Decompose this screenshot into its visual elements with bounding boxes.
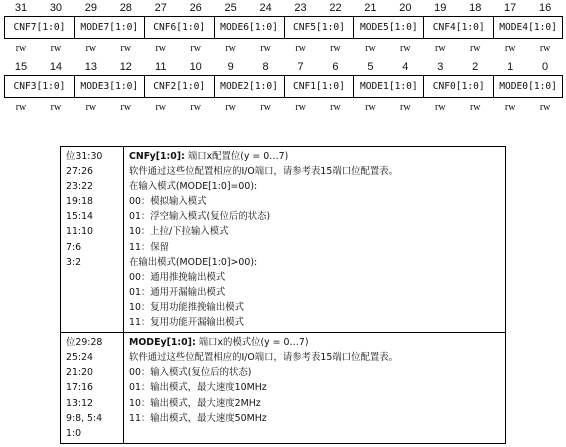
access-type: rw: [15, 43, 27, 54]
access-type: rw: [365, 102, 376, 113]
description-line: 01：浮空输入模式(复位后的状态): [129, 211, 271, 223]
bit-number: 12: [119, 61, 132, 73]
register-field: CNF1[1:0]: [285, 76, 355, 97]
register-field: MODE5[1:0]: [354, 17, 424, 38]
cnf-description: [124, 147, 506, 333]
description-line: 软件通过这些位配置相应的I/O端口，请参考表15端口位配置表。: [129, 352, 398, 364]
register-field: CNF7[1:0]: [5, 17, 75, 38]
bit-range: 25:24: [66, 352, 94, 364]
bit-number: 17: [504, 2, 517, 14]
access-type: rw: [120, 43, 132, 54]
register-field: CNF3[1:0]: [5, 76, 75, 97]
bit-number: 24: [259, 2, 272, 14]
bit-range: 3:2: [66, 256, 82, 268]
register-field: CNF4[1:0]: [424, 17, 494, 38]
access-type: rw: [155, 43, 167, 54]
description-line: 10：输出模式，最大速度2MHz: [129, 397, 261, 409]
bit-number: 13: [84, 61, 97, 73]
access-type: rw: [190, 102, 201, 113]
access-type: rw: [539, 43, 551, 54]
register-field: MODE4[1:0]: [499, 22, 557, 33]
bit-range: 15:14: [66, 211, 94, 223]
bit-description-table: [60, 146, 506, 444]
bit-number: 25: [224, 2, 237, 14]
cnf-bit-positions: [61, 147, 124, 333]
register-field: CNF0[1:0]: [424, 76, 494, 97]
access-type: rw: [85, 102, 97, 113]
access-type: rw: [85, 43, 97, 54]
description-line: 11：输出模式，最大速度50MHz: [129, 412, 267, 424]
register-field: MODE7[1:0]: [75, 17, 145, 38]
description-line: 在输入模式(MODE[1:0]=00):: [129, 181, 258, 193]
access-type: rw: [155, 102, 167, 113]
access-type: rw: [225, 43, 236, 54]
bit-number: 29: [84, 2, 97, 14]
access-type: rw: [469, 43, 481, 54]
lower-access-row: [0, 98, 566, 118]
access-type: rw: [260, 102, 271, 113]
bit-range: 19:18: [66, 196, 94, 208]
bit-range: 17:16: [66, 382, 94, 394]
bit-number: 27: [154, 2, 167, 14]
access-type: rw: [120, 102, 132, 113]
bit-number: 23: [294, 2, 307, 14]
register-field: MODE1[1:0]: [354, 76, 424, 97]
upper-access-row: [0, 39, 566, 59]
bit-number: 11: [155, 61, 167, 73]
description-line: 01：输出模式，最大速度10MHz: [129, 382, 267, 394]
register-bit-map: [0, 0, 566, 118]
register-field: MODE0[1:0]: [499, 81, 557, 92]
bit-number: 19: [434, 2, 447, 14]
bit-number: 10: [189, 61, 202, 73]
bit-number: 5: [367, 61, 374, 73]
cnf-field-name: CNFy[1:0]:: [129, 151, 185, 162]
description-line: 软件通过这些位配置相应的I/O端口，请参考表15端口位配置表。: [129, 166, 398, 178]
bit-number: 16: [538, 2, 552, 14]
description-line: 11：保留: [129, 241, 170, 253]
access-type: rw: [190, 43, 201, 54]
bit-number: 15: [14, 61, 28, 73]
access-type: rw: [365, 43, 376, 54]
access-type: rw: [295, 43, 306, 54]
bit-number: 26: [189, 2, 202, 14]
access-type: rw: [15, 102, 27, 113]
bit-range: 21:20: [66, 367, 94, 379]
description-line: 在输出模式(MODE[1:0]>00):: [129, 256, 258, 268]
mode-description: [124, 333, 506, 444]
bit-number: 9: [227, 61, 234, 73]
access-type: rw: [469, 102, 481, 113]
register-field: CNF2[1:0]: [145, 76, 215, 97]
description-line: 01：通用开漏输出模式: [129, 286, 226, 298]
bit-range: 1:0: [66, 427, 82, 439]
register-field: MODE2[1:0]: [215, 76, 285, 97]
bit-number: 1: [507, 61, 514, 73]
access-type: rw: [50, 43, 62, 54]
bit-number: 22: [329, 2, 342, 14]
cnf-description-row: [61, 147, 506, 333]
bit-range: 位29:28: [66, 337, 103, 349]
access-type: rw: [330, 43, 341, 54]
bit-range: 11:10: [66, 226, 94, 238]
access-type: rw: [504, 43, 516, 54]
mode-bit-positions: [61, 333, 124, 444]
description-line: 00：通用推挽输出模式: [129, 271, 226, 283]
bit-range: 13:12: [66, 397, 94, 409]
description-line: 10：复用功能推挽输出模式: [129, 301, 245, 313]
bit-number: 2: [472, 61, 479, 73]
mode-field-summary: 端口x的模式位(y = 0…7): [195, 337, 309, 349]
mode-field-name: MODEy[1:0]:: [129, 337, 196, 349]
description-line: 00：输入模式(复位后的状态): [129, 367, 252, 379]
bit-number: 31: [14, 2, 28, 14]
lower-bit-numbers: [0, 59, 566, 75]
register-field: CNF6[1:0]: [145, 17, 215, 38]
access-type: rw: [539, 102, 551, 113]
bit-number: 30: [49, 2, 63, 14]
register-field: MODE6[1:0]: [215, 17, 285, 38]
bit-range: 23:22: [66, 181, 94, 193]
bit-number: 4: [402, 61, 409, 73]
access-type: rw: [50, 102, 62, 113]
cnf-field-summary: 端口x配置位(y = 0…7): [184, 151, 289, 162]
bit-number: 28: [119, 2, 132, 14]
bit-number: 21: [364, 2, 377, 14]
register-field: CNF5[1:0]: [285, 17, 355, 38]
bit-number: 18: [469, 2, 482, 14]
upper-field-row: [4, 16, 563, 39]
bit-range: 位31:30: [66, 151, 103, 162]
access-type: rw: [260, 43, 271, 54]
lower-field-row: [4, 75, 563, 98]
access-type: rw: [225, 102, 236, 113]
description-line: 00：模拟输入模式: [129, 196, 207, 208]
bit-number: 8: [262, 61, 269, 73]
register-field: MODE3[1:0]: [75, 76, 145, 97]
access-type: rw: [434, 43, 446, 54]
bit-range: 9:8, 5:4: [66, 412, 103, 424]
bit-range: 27:26: [66, 166, 94, 178]
bit-number: 20: [399, 2, 412, 14]
cnf-description-title: [129, 149, 500, 164]
access-type: rw: [330, 102, 341, 113]
description-line: 10：上拉/下拉输入模式: [129, 226, 229, 238]
access-type: rw: [400, 43, 411, 54]
bit-number: 0: [542, 61, 549, 73]
upper-bit-numbers: [0, 0, 566, 16]
access-type: rw: [295, 102, 306, 113]
bit-number: 14: [49, 61, 63, 73]
bit-number: 7: [297, 61, 304, 73]
access-type: rw: [434, 102, 446, 113]
bit-number: 3: [437, 61, 444, 73]
description-line: 11：复用功能开漏输出模式: [129, 317, 245, 329]
bit-range: 7:6: [66, 241, 82, 253]
access-type: rw: [400, 102, 411, 113]
mode-description-row: [61, 333, 506, 444]
mode-description-title: [129, 335, 500, 350]
bit-number: 6: [332, 61, 339, 73]
access-type: rw: [504, 102, 516, 113]
